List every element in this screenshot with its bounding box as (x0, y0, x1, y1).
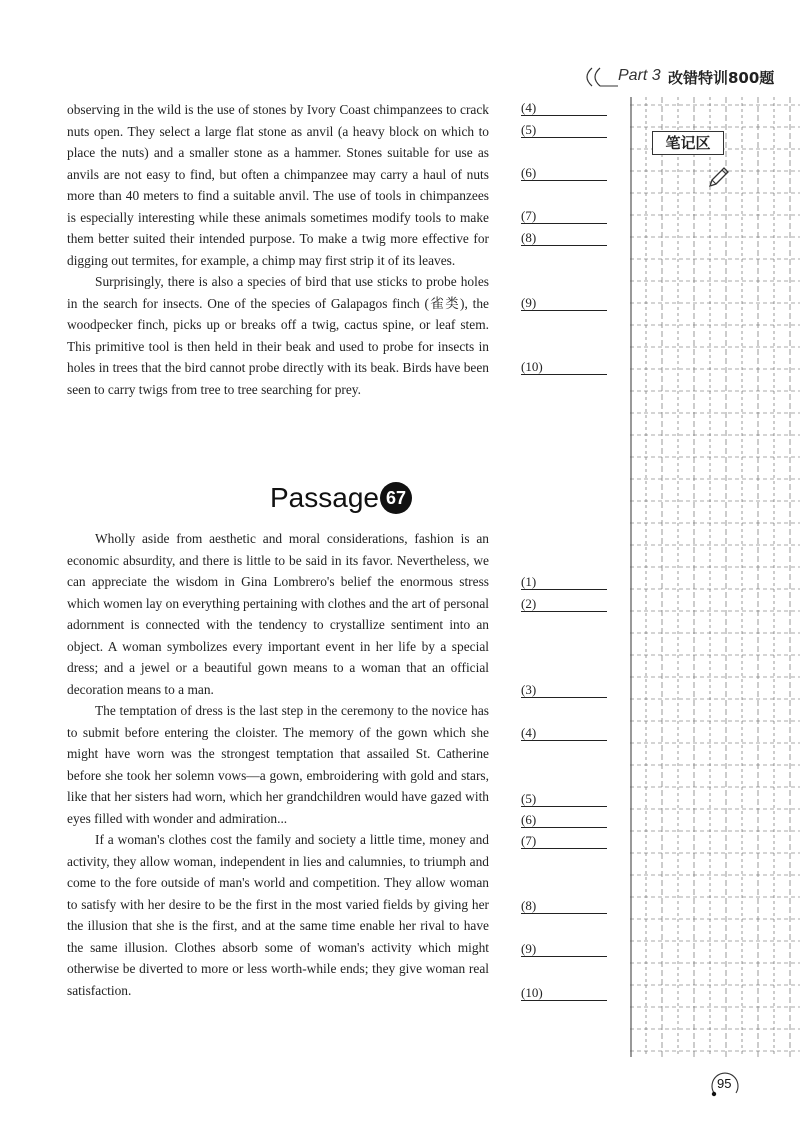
answer-blank[interactable]: (9) (521, 942, 607, 957)
passage-67-text (67, 528, 489, 1001)
answer-blank[interactable]: (7) (521, 834, 607, 849)
notes-grid (630, 97, 800, 1057)
answer-blank[interactable]: (5) (521, 123, 607, 138)
answer-blank[interactable]: (3) (521, 683, 607, 698)
paragraph: If a woman's clothes cost the family and society a little time, money and activity, they allow woman, independent in lies and calumnies, to triumph and come to the fore outside of man's world and competition. They allow woman to satisfy with her desire to be the first in the most varied fields by giving her the illusion that she is the first, and at the same time enable her rival to have the same illusion. Clothes absorb some of woman's activity which might otherwise be diverted to more or less worth-while ends; they give woman real satisfaction. (67, 832, 489, 998)
passage-66-text (67, 99, 489, 400)
answer-blank[interactable]: (10) (521, 360, 607, 375)
answer-blank[interactable]: (2) (521, 597, 607, 612)
section-title: 改错特训800题 (668, 69, 775, 87)
answer-blank[interactable]: (4) (521, 726, 607, 741)
passage-number-badge: 67 (380, 482, 412, 514)
answer-blank[interactable]: (5) (521, 792, 607, 807)
paragraph: observing in the wild is the use of stones by Ivory Coast chimpanzees to crack nuts open. They select a large flat stone as anvil (a heavy block on which to place the nuts) and a smaller stone as a hammer. Stones suitable for use as anvils are not easy to find, but often a chimpanzee may carry a haul of nuts more than 40 meters to find a suitable anvil. The use of tools in chimpanzees is especially interesting while these animals sometimes modify tools to make them better suited their intended purpose. To make a twig more effective for digging out termites, for example, a chimp may first strip it of its leaves. (67, 102, 489, 268)
paragraph: Surprisingly, there is also a species of bird that use sticks to probe holes in the search for insects. One of the species of Galapagos finch (雀类), the woodpecker finch, picks up or breaks off a twig, cactus spine, or leaf stem. This primitive tool is then held in their beak and used to probe for insects in holes in trees that the bird cannot probe directly with its beak. Birds have been seen to carry twigs from tree to tree searching for prey. (67, 274, 489, 397)
answer-blank[interactable]: (1) (521, 575, 607, 590)
answer-blank[interactable]: (8) (521, 231, 607, 246)
answer-blank[interactable]: (9) (521, 296, 607, 311)
answer-blank[interactable]: (10) (521, 986, 607, 1001)
part-label: Part 3 (618, 67, 661, 84)
passage-heading (270, 482, 430, 518)
page-number-value: 95 (717, 1076, 732, 1091)
answer-blank[interactable]: (6) (521, 166, 607, 181)
page-header (570, 64, 800, 92)
passage-heading-label: Passage (270, 482, 379, 513)
paragraph: Wholly aside from aesthetic and moral considerations, fashion is an economic absurdity, and there is little to be said in its favor. Nevertheless, we can appreciate the wisdom in Gina Lombrero's belief the enormous stress which women lay on everything pertaining with clothes and the art of personal adornment is connected with the tendency to crystallize sentiment into an object. A woman symbolizes every important event in her life by a special dress; and a jewel or a beautiful gown means to a woman that an official decoration means to a man. (67, 531, 489, 697)
page-number (708, 1067, 742, 1101)
paragraph: The temptation of dress is the last step in the ceremony to the novice has to submit before entering the cloister. The memory of the gown which she might have worn was the strongest temptation that assailed St. Catherine before she took her solemn vows—a gown, embroidering with gold and stars, like that her sisters had worn, which her grandchildren would have gazed with eyes filled with wonder and admiration... (67, 703, 489, 826)
pencil-icon (706, 164, 732, 190)
answer-blank[interactable]: (8) (521, 899, 607, 914)
answer-blank[interactable]: (6) (521, 813, 607, 828)
bracket-ornament-icon (578, 66, 618, 88)
notes-label: 笔记区 (652, 131, 724, 155)
answer-blank[interactable]: (4) (521, 101, 607, 116)
answer-blank[interactable]: (7) (521, 209, 607, 224)
